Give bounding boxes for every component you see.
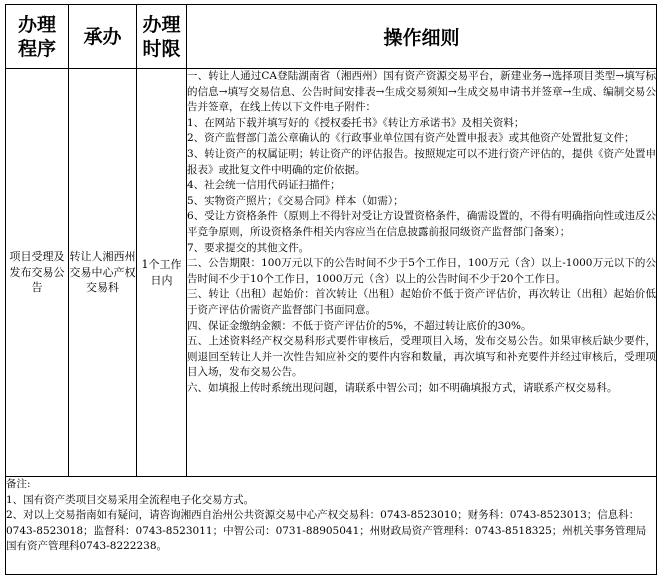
procedure-row <box>6 69 657 477</box>
notes-row <box>6 477 657 575</box>
details-line: 5、实物资产照片；《交易合同》样本（如需）； <box>187 194 404 207</box>
header-details: 操作细则 <box>187 5 657 69</box>
header-time-limit <box>137 5 187 69</box>
details-line: 一、转让人通过CA登陆湖南省（湘西州）国有资产资源交易平台，新建业务→选择项目类型→填写标的信息→填写交易信息、公告时间安排表→生成交易须知→生成交易申请书并签章→生成、编制交易公告并签章，在线上传以下文件电子附件： <box>187 70 656 114</box>
header-time-limit-line1: 办理 <box>142 13 181 36</box>
notes-line: 1、国有资产类项目交易采用全流程电子化交易方式。 <box>6 493 255 506</box>
header-row <box>6 5 657 69</box>
header-handler: 承办 <box>69 5 137 69</box>
details-line: 6、受让方资格条件（原则上不得针对受让方设置资格条件，确需设置的，不得有明确指向性或违反公平竞争原则，所设资格条件相关内容应当在信息披露前报同级资产监督部门备案）； <box>187 210 656 238</box>
header-procedure-line1: 办理 <box>17 13 56 36</box>
header-procedure-line2: 程序 <box>17 37 56 60</box>
notes-cell <box>6 477 657 575</box>
details-line: 五、上述资料经产权交易科形式要件审核后，受理项目入场，发布交易公告。如果审核后缺少要件，则退回至转让人并一次性告知应补交的要件内容和数量，再次填写和补充要件并经过审核后，受理项目入场，发布交易公告。 <box>187 335 656 379</box>
guide-table <box>5 4 657 575</box>
details-cell <box>187 69 657 477</box>
details-line: 三、转让（出租）起始价：首次转让（出租）起始价不低于资产评估价，再次转让（出租）起始价低于资产评估价需资产监督部门书面同意。 <box>187 288 656 316</box>
details-line: 1、在网站下载并填写好的《授权委托书》《转让方承诺书》及相关资料； <box>187 116 525 129</box>
header-procedure <box>6 5 69 69</box>
header-time-limit-line2: 时限 <box>142 37 181 60</box>
notes-title: 备注: <box>6 478 31 490</box>
procedure-cell: 项目受理及发布交易公告 <box>6 69 69 477</box>
details-line: 四、保证金缴纳金额：不低于资产评估价的5%，不超过转让底价的30%。 <box>187 319 532 332</box>
handler-cell: 转让人湘西州交易中心产权交易科 <box>69 69 137 477</box>
notes-line: 2、对以上交易指南如有疑问，请咨询湘西自治州公共资源交易中心产权交易科：0743-8523010；财务科：0743-8523013；信息科：0743-8523018；监督科：0743-8523011；中智公司：0731-88905041；州财政局资产管理科：0743-8518325；州机关事务管理局国有资产管理科0743-8222238。 <box>6 509 647 553</box>
details-line: 二、公告期限：100万元以下的公告时间不少于5个工作日，100万元（含）以上-1000万元以下的公告时间不少于10个工作日，1000万元（含）以上的公告时间不少于20个工作日。 <box>187 257 656 285</box>
details-line: 7、要求提交的其他文件。 <box>187 241 310 254</box>
details-line: 2、资产监督部门盖公章确认的《行政事业单位国有资产处置申报表》或其他资产处置批复文件； <box>187 132 635 145</box>
details-line: 4、社会统一信用代码证扫描件； <box>187 179 341 192</box>
time-limit-cell: 1个工作日内 <box>137 69 187 477</box>
details-line: 3、转让资产的权属证明；转让资产的评估报告。按照规定可以不进行资产评估的，提供《资产处置申报表》或批复文件中明确的定价依据。 <box>187 147 656 176</box>
details-line: 六、如填报上传时系统出现问题，请联系中智公司；如不明确填报方式，请联系产权交易科。 <box>187 381 618 394</box>
